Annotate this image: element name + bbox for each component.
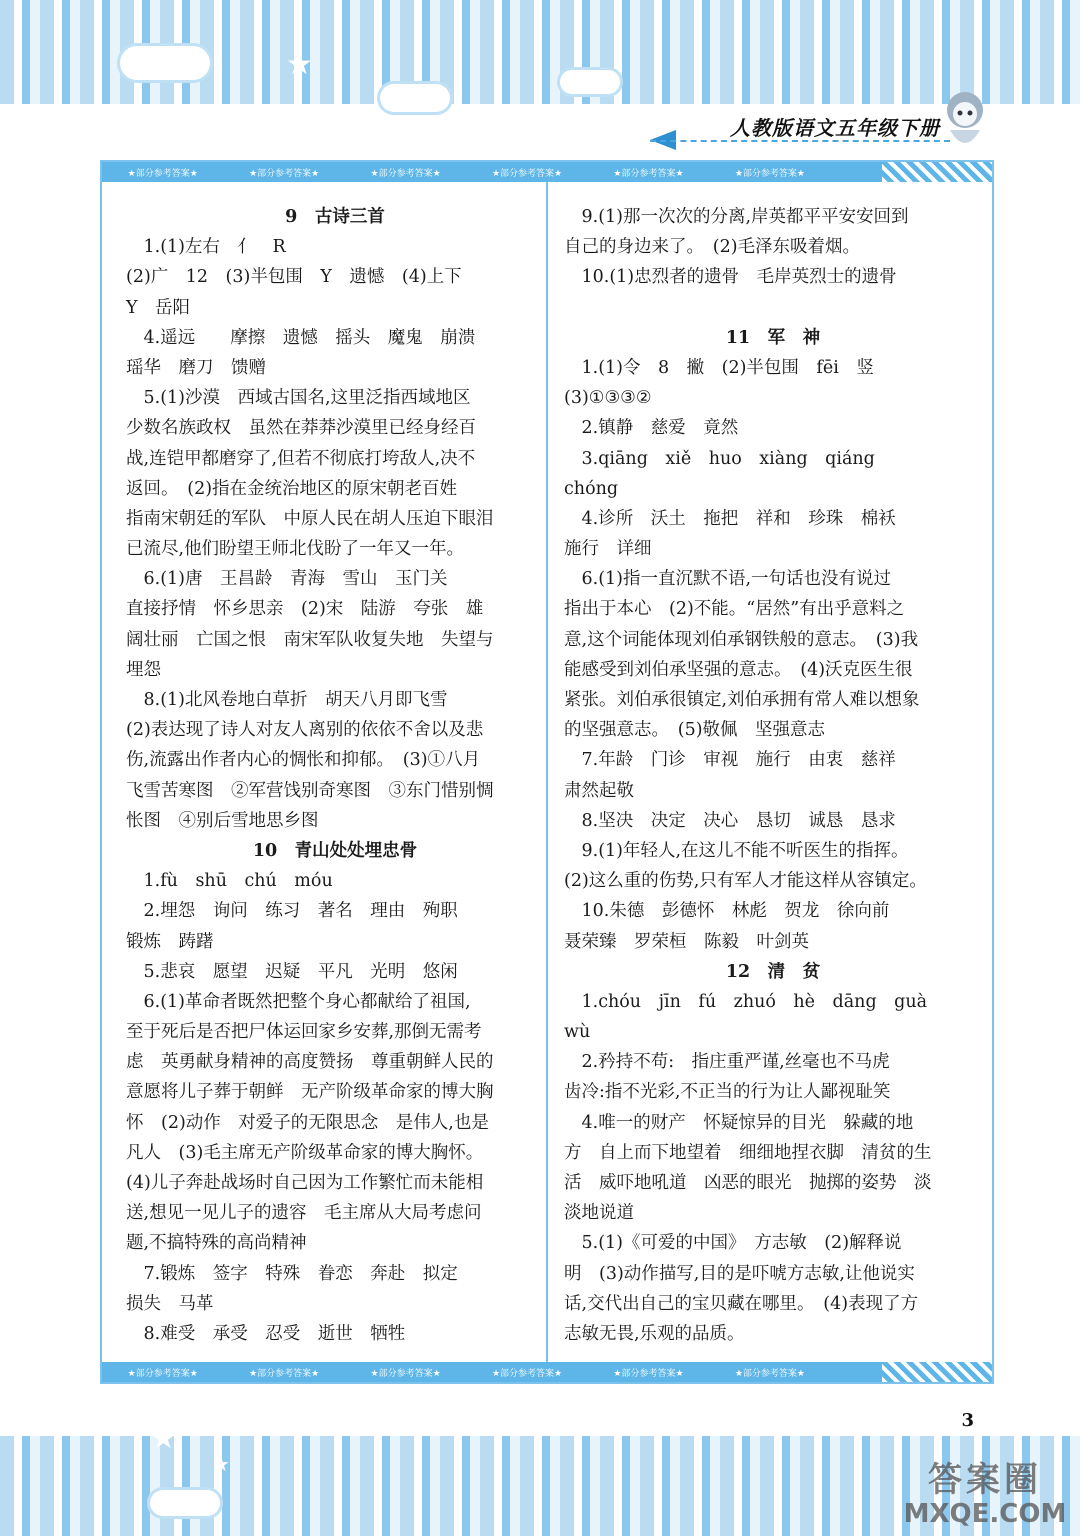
answer-panel bbox=[100, 160, 994, 1384]
star-icon: ★ bbox=[212, 1452, 230, 1476]
watermark-cn: 答案圈 bbox=[928, 1460, 1042, 1500]
answer-line: (2)这么重的伤势,只有军人才能这样从容镇定。 bbox=[564, 871, 927, 892]
answer-line: 9.(1)那一次次的分离,岸英都平平安安回到 bbox=[564, 207, 909, 227]
answer-line: 怅图 ④别后雪地思乡图 bbox=[126, 810, 319, 831]
panel-bar-label: ★部分参考答案★ bbox=[127, 168, 198, 179]
blank-line bbox=[564, 293, 982, 323]
answer-line: 齿冷:指不光彩,不正当的行为让人鄙视耻笑 bbox=[564, 1082, 891, 1103]
cartoon-girl-icon bbox=[936, 86, 994, 156]
star-icon: ★ bbox=[150, 1421, 177, 1456]
answer-line: 8.坚决 决定 决心 恳切 诚恳 恳求 bbox=[564, 810, 896, 831]
answer-line: 4.诊所 沃土 拖把 祥和 珍珠 棉袄 bbox=[564, 508, 896, 529]
answer-line: 至于死后是否把尸体运回家乡安葬,那倒无需考 bbox=[126, 1022, 482, 1043]
answer-line: 送,想见一见儿子的遗容 毛主席从大局考虑问 bbox=[126, 1203, 482, 1224]
answer-line: 损失 马革 bbox=[126, 1293, 214, 1314]
panel-bar-label: ★部分参考答案★ bbox=[734, 1368, 805, 1379]
answer-line: 7.锻炼 签字 特殊 眷恋 奔赴 拟定 bbox=[126, 1263, 458, 1284]
panel-bar-label: ★部分参考答案★ bbox=[491, 168, 563, 179]
panel-bar-label: ★部分参考答案★ bbox=[613, 168, 684, 179]
answer-line: 1.chóu jīn fú zhuó hè dāng guà bbox=[564, 991, 928, 1012]
answer-line: 2.镇静 慈爱 竟然 bbox=[564, 418, 739, 439]
cloud-icon bbox=[120, 46, 210, 80]
answer-line: 已流尽,他们盼望王师北伐盼了一年又一年。 bbox=[126, 539, 465, 560]
star-icon: ★ bbox=[286, 47, 313, 82]
answer-line: 飞雪苦寒图 ②军营饯别奇寒图 ③东门惜别惆 bbox=[126, 780, 494, 801]
answer-line: 少数名族政权 虽然在莽莽沙漠里已经身经百 bbox=[126, 418, 476, 439]
answer-line: 紧张。刘伯承很镇定,刘伯承拥有常人难以想象 bbox=[564, 690, 920, 710]
right-answer-column bbox=[564, 202, 982, 1349]
answer-line: 凡人 (3)毛主席无产阶级革命家的博大胸怀。 bbox=[126, 1142, 484, 1163]
answer-line: 5.(1)沙漠 西域古国名,这里泛指西域地区 bbox=[126, 388, 471, 409]
answer-line: 9.(1)年轻人,在这儿不能不听医生的指挥。 bbox=[564, 840, 909, 861]
answer-line: 埋怨 bbox=[126, 659, 161, 680]
panel-bar-label: ★部分参考答案★ bbox=[127, 1368, 198, 1379]
answer-line: 意,这个词能体现刘伯承钢铁般的意志。 (3)我 bbox=[564, 629, 919, 650]
column-divider bbox=[546, 182, 548, 1362]
answer-line: (4)儿子奔赴战场时自己因为工作繁忙而未能相 bbox=[126, 1173, 484, 1193]
answer-line: 伤,流露出作者内心的惆怅和抑郁。 (3)①八月 bbox=[126, 750, 481, 771]
answer-line: 4.唯一的财产 怀疑惊异的目光 躲藏的地 bbox=[564, 1112, 914, 1133]
site-watermark bbox=[900, 1460, 1070, 1530]
answer-line: 题,不搞特殊的高尚精神 bbox=[126, 1233, 307, 1254]
answer-line: 1.fù shū chú móu bbox=[126, 871, 333, 892]
answer-line: 5.悲哀 愿望 迟疑 平凡 光明 悠闲 bbox=[126, 961, 458, 982]
panel-top-bar bbox=[102, 162, 992, 182]
section-title: 11 军 神 bbox=[725, 327, 821, 348]
answer-line: 4.遥远 摩擦 遗憾 摇头 魔鬼 崩溃 bbox=[126, 327, 476, 348]
answer-line: 志敏无畏,乐观的品质。 bbox=[564, 1323, 745, 1344]
cloud-icon bbox=[150, 1490, 220, 1516]
panel-bottom-bar bbox=[102, 1362, 992, 1382]
section-title: 9 古诗三首 bbox=[285, 207, 385, 227]
answer-line: Y 岳阳 bbox=[126, 297, 191, 318]
answer-line: (2)广 12 (3)半包围 Y 遗憾 (4)上下 bbox=[126, 267, 462, 288]
answer-line: 6.(1)指一直沉默不语,一句话也没有说过 bbox=[564, 569, 892, 590]
answer-line: 10.(1)忠烈者的遗骨 毛岸英烈士的遗骨 bbox=[564, 267, 897, 288]
answer-line: 2.矜持不苟: 指庄重严谨,丝毫也不马虎 bbox=[564, 1052, 890, 1073]
left-answer-column bbox=[126, 202, 544, 1349]
panel-bar-label: ★部分参考答案★ bbox=[734, 168, 805, 179]
answer-line: 指南宋朝廷的军队 中原人民在胡人压迫下眼泪 bbox=[126, 508, 494, 529]
answer-line: 能感受到刘伯承坚强的意志。 (4)沃克医生很 bbox=[564, 659, 913, 680]
answer-line: 方 自上而下地望着 细细地捏衣脚 清贫的生 bbox=[564, 1142, 932, 1163]
answer-line: 10.朱德 彭德怀 林彪 贺龙 徐向前 bbox=[564, 901, 890, 922]
answer-line: 意愿将儿子葬于朝鲜 无产阶级革命家的博大胸 bbox=[126, 1082, 494, 1103]
answer-line: 施行 详细 bbox=[564, 539, 652, 560]
answer-line: 的坚强意志。 (5)敬佩 坚强意志 bbox=[564, 720, 826, 741]
section-title: 10 青山处处埋忠骨 bbox=[252, 840, 418, 861]
answer-line: 8.难受 承受 忍受 逝世 牺牲 bbox=[126, 1323, 406, 1344]
answer-line: 指出于本心 (2)不能。“居然”有出乎意料之 bbox=[564, 599, 905, 620]
answer-line: 1.(1)左右 亻 R bbox=[126, 237, 286, 258]
answer-line: 8.(1)北风卷地白草折 胡天八月即飞雪 bbox=[126, 690, 448, 710]
answer-line: 活 威吓地吼道 凶恶的眼光 抛掷的姿势 淡 bbox=[564, 1173, 932, 1193]
answer-line: 3.qiāng xiě huo xiàng qiáng bbox=[564, 448, 875, 469]
answer-line: 6.(1)唐 王昌龄 青海 雪山 玉门关 bbox=[126, 569, 448, 590]
section-title: 12 清 贫 bbox=[725, 961, 821, 982]
answer-line: wù bbox=[564, 1022, 591, 1043]
answer-line: 话,交代出自己的宝贝藏在哪里。 (4)表现了方 bbox=[564, 1293, 919, 1314]
answer-line: 锻炼 踌躇 bbox=[126, 931, 214, 952]
answer-line: 怀 (2)动作 对爱子的无限思念 是伟人,也是 bbox=[126, 1112, 489, 1133]
answer-line: 5.(1)《可爱的中国》 方志敏 (2)解释说 bbox=[564, 1233, 902, 1254]
panel-bar-label: ★部分参考答案★ bbox=[249, 168, 320, 179]
answer-line: 2.埋怨 询问 练习 著名 理由 殉职 bbox=[126, 901, 458, 922]
answer-line: 明 (3)动作描写,目的是吓唬方志敏,让他说实 bbox=[564, 1263, 915, 1284]
answer-line: 战,连铠甲都磨穿了,但若不彻底打垮敌人,决不 bbox=[126, 448, 476, 469]
watermark-en: MXQE.COM bbox=[903, 1499, 1067, 1529]
panel-bar-label: ★部分参考答案★ bbox=[370, 168, 441, 179]
answer-line: 直接抒情 怀乡思亲 (2)宋 陆游 夸张 雄 bbox=[126, 599, 484, 620]
panel-bar-label: ★部分参考答案★ bbox=[491, 1368, 563, 1379]
answer-line: 淡地说道 bbox=[564, 1203, 634, 1224]
page-header-title: 人教版语文五年级下册 bbox=[730, 116, 940, 140]
answer-line: 聂荣臻 罗荣桓 陈毅 叶剑英 bbox=[564, 931, 809, 952]
answer-line: 返回。 (2)指在金统治地区的原宋朝老百姓 bbox=[126, 478, 458, 499]
answer-line: 肃然起敬 bbox=[564, 780, 634, 801]
panel-bar-label: ★部分参考答案★ bbox=[249, 1368, 320, 1379]
bar-hatch-decoration bbox=[882, 1362, 992, 1382]
panel-bar-label: ★部分参考答案★ bbox=[370, 1368, 441, 1379]
answer-line: 1.(1)令 8 撇 (2)半包围 fēi 竖 bbox=[564, 357, 874, 378]
answer-line: 6.(1)革命者既然把整个身心都献给了祖国, bbox=[126, 991, 471, 1012]
answer-line: (2)表达现了诗人对友人离别的依依不舍以及悲 bbox=[126, 720, 484, 741]
answer-line: 阔壮丽 亡国之恨 南宋军队收复失地 失望与 bbox=[126, 629, 494, 650]
bar-hatch-decoration bbox=[882, 162, 992, 182]
panel-bar-label: ★部分参考答案★ bbox=[613, 1368, 684, 1379]
answer-line: 7.年龄 门诊 审视 施行 由衷 慈祥 bbox=[564, 750, 896, 771]
cloud-icon bbox=[560, 70, 620, 94]
answer-line: chóng bbox=[564, 478, 619, 499]
answer-line: 瑶华 磨刀 馈赠 bbox=[126, 357, 266, 378]
answer-line: 自己的身边来了。 (2)毛泽东吸着烟。 bbox=[564, 237, 861, 258]
cloud-icon bbox=[380, 84, 450, 112]
answer-line: 虑 英勇献身精神的高度赞扬 尊重朝鲜人民的 bbox=[126, 1052, 494, 1073]
answer-line: (3)①③③② bbox=[564, 388, 652, 409]
page-number: 3 bbox=[961, 1410, 974, 1431]
